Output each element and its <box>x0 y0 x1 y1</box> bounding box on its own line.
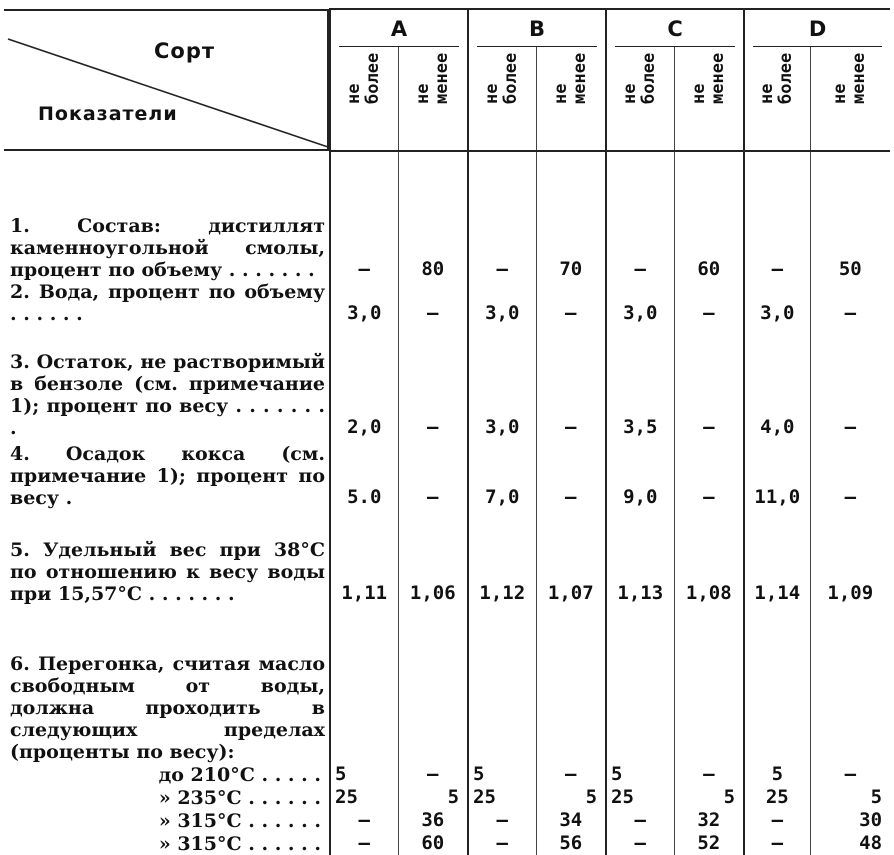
table-cell: — <box>744 809 810 832</box>
table-cell: — <box>398 439 468 509</box>
row-label: » 315°С . . . . . . <box>158 810 321 832</box>
table-cell: 32 <box>674 809 744 832</box>
table-cell: 5 <box>674 786 744 809</box>
table-row <box>4 325 890 439</box>
table-cell <box>398 605 468 763</box>
table-cell: 5.0 <box>330 439 398 509</box>
table-cell: 36 <box>398 809 468 832</box>
table-row <box>4 763 890 786</box>
table-cell: — <box>674 325 744 439</box>
table-cell: 80 <box>398 151 468 281</box>
diagonal-divider <box>4 11 330 149</box>
table-cell: 3,0 <box>468 325 536 439</box>
table-cell: 3,0 <box>744 281 810 325</box>
table-cell: — <box>674 763 744 786</box>
max-label: не более <box>482 52 522 104</box>
table-cell: — <box>744 151 810 281</box>
table-cell: 1,09 <box>810 509 890 605</box>
table-cell: — <box>468 151 536 281</box>
row-label: » 315°С . . . . . . <box>158 833 321 855</box>
table-cell: 3,5 <box>606 325 674 439</box>
row-label: 2. Вода, процент по объему . . . . . . <box>10 281 325 325</box>
table-cell: 2,0 <box>330 325 398 439</box>
row-label: 6. Перегонка, считая масло свободным от воды, должна проходить в следующих пределах (проценты по весу): <box>10 653 325 763</box>
table-cell: — <box>810 281 890 325</box>
table-cell: — <box>674 281 744 325</box>
table-row <box>4 151 890 281</box>
table-cell: 1,14 <box>744 509 810 605</box>
table-cell: 34 <box>536 809 606 832</box>
table-cell: — <box>398 281 468 325</box>
table-cell: 9,0 <box>606 439 674 509</box>
table-cell: — <box>468 809 536 832</box>
min-label: не менее <box>412 52 452 104</box>
table-row <box>4 605 890 763</box>
row-label: 5. Удельный вес при 38°С по отношению к весу воды при 15,57°С . . . . . . . <box>10 539 325 605</box>
table-cell: 1,11 <box>330 509 398 605</box>
table-cell: 25 <box>468 786 536 809</box>
table-cell: 25 <box>744 786 810 809</box>
grade-a-header: A <box>330 9 468 47</box>
table-cell: — <box>330 809 398 832</box>
table-cell: — <box>536 439 606 509</box>
table-cell <box>810 605 890 763</box>
sort-label: Сорт <box>154 39 216 63</box>
min-label: не менее <box>688 52 728 104</box>
table-cell: 25 <box>606 786 674 809</box>
table-cell <box>606 605 674 763</box>
table-cell: — <box>398 763 468 786</box>
row-label: 4. Осадок кокса (см. примечание 1); процент по весу . <box>10 443 325 509</box>
table-cell: — <box>674 439 744 509</box>
table-cell: 5 <box>398 786 468 809</box>
row-label: 3. Остаток, не растворимый в бензоле (см. примечание 1); процент по весу . . . . . . . . <box>10 351 325 439</box>
grade-b-header: B <box>468 9 606 47</box>
table-cell <box>468 605 536 763</box>
table-cell: 5 <box>606 763 674 786</box>
table-cell: — <box>606 832 674 855</box>
table-row <box>4 509 890 605</box>
row-label: » 235°С . . . . . . <box>158 787 321 809</box>
table-cell: — <box>606 809 674 832</box>
table-cell: 7,0 <box>468 439 536 509</box>
table-cell: 30 <box>810 809 890 832</box>
table-cell: 3,0 <box>606 281 674 325</box>
table-cell: 60 <box>398 832 468 855</box>
table-row <box>4 786 890 809</box>
table-cell: — <box>398 325 468 439</box>
table-cell: 70 <box>536 151 606 281</box>
table-cell <box>330 605 398 763</box>
table-cell: 1,07 <box>536 509 606 605</box>
table-cell: — <box>330 832 398 855</box>
table-cell: — <box>810 325 890 439</box>
table-cell: — <box>536 763 606 786</box>
table-cell: — <box>536 325 606 439</box>
table-cell: 1,06 <box>398 509 468 605</box>
max-label: не более <box>620 52 660 104</box>
table-cell: 4,0 <box>744 325 810 439</box>
min-label: не менее <box>550 52 590 104</box>
table-cell: 1,08 <box>674 509 744 605</box>
table-cell: 5 <box>468 763 536 786</box>
table-cell: 1,12 <box>468 509 536 605</box>
table-cell <box>674 605 744 763</box>
grade-d-header: D <box>744 9 890 47</box>
table-cell: 5 <box>810 786 890 809</box>
table-cell: 5 <box>536 786 606 809</box>
table-cell: 5 <box>330 763 398 786</box>
row-label: 1. Состав: дистиллят каменноугольной смолы, процент по объему . . . . . . . <box>10 215 325 281</box>
table-cell: — <box>744 832 810 855</box>
indicators-label: Показатели <box>38 103 178 125</box>
row-label: до 210°С . . . . . <box>158 764 321 786</box>
specification-table <box>4 8 890 855</box>
table-cell <box>536 605 606 763</box>
table-cell: — <box>536 281 606 325</box>
table-row <box>4 281 890 325</box>
table-cell: — <box>810 763 890 786</box>
table-cell: — <box>330 151 398 281</box>
table-cell: — <box>468 832 536 855</box>
table-cell: 50 <box>810 151 890 281</box>
table-row <box>4 439 890 509</box>
table-cell: 60 <box>674 151 744 281</box>
max-label: не более <box>757 52 797 104</box>
table-cell: 3,0 <box>330 281 398 325</box>
table-cell: 1,13 <box>606 509 674 605</box>
table-cell: — <box>606 151 674 281</box>
table-row <box>4 809 890 832</box>
table-cell: 48 <box>810 832 890 855</box>
table-cell: 56 <box>536 832 606 855</box>
table-cell: 52 <box>674 832 744 855</box>
header-corner-cell <box>4 9 330 151</box>
max-label: не более <box>344 52 384 104</box>
grade-c-header: C <box>606 9 744 47</box>
min-label: не менее <box>830 52 870 104</box>
table-cell: — <box>810 439 890 509</box>
table-cell: 11,0 <box>744 439 810 509</box>
table-cell: 25 <box>330 786 398 809</box>
table-cell <box>744 605 810 763</box>
table-cell: 5 <box>744 763 810 786</box>
table-cell: 3,0 <box>468 281 536 325</box>
